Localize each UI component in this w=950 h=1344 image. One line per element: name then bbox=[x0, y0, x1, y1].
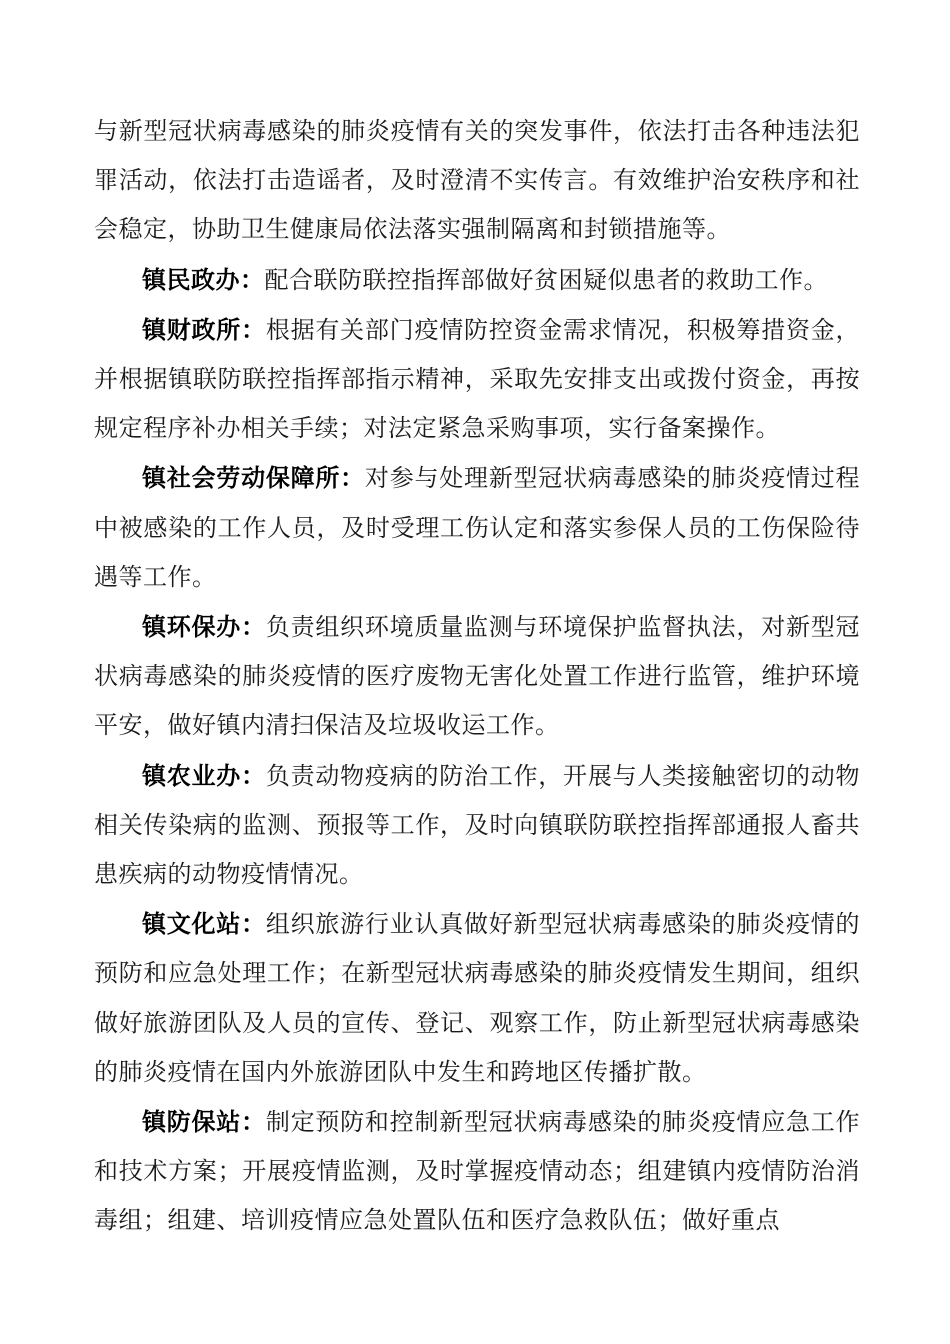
department-label: 镇环保办： bbox=[142, 612, 266, 642]
paragraph-text: 负责动物疫病的防治工作，开展与人类接触密切的动物相关传染病的监测、预报等工作，及时向镇联防联控指挥部通报人畜共患疾病的动物疫情情况。 bbox=[94, 761, 861, 889]
department-label: 镇文化站： bbox=[142, 909, 266, 939]
paragraph-text: 配合联防联控指挥部做好贫困疑似患者的救助工作。 bbox=[264, 265, 828, 294]
department-label: 镇民政办： bbox=[142, 264, 265, 294]
paragraph-agriculture bbox=[94, 751, 860, 900]
paragraph-civil-affairs bbox=[94, 255, 860, 305]
paragraph-finance bbox=[94, 305, 860, 454]
paragraph-environment bbox=[94, 602, 860, 751]
paragraph-text: 对参与处理新型冠状病毒感染的肺炎疫情过程中被感染的工作人员，及时受理工伤认定和落实参保人员的工伤保险待遇等工作。 bbox=[94, 464, 861, 591]
department-label: 镇社会劳动保障所： bbox=[142, 463, 365, 493]
paragraph-text: 根据有关部门疫情防控资金需求情况，积极筹措资金，并根据镇联防联控指挥部指示精神，采取先安排支出或拨付资金，再按规定程序补办相关手续；对法定紧急采购事项，实行备案操作。 bbox=[94, 315, 861, 443]
paragraph-text: 组织旅游行业认真做好新型冠状病毒感染的肺炎疫情的预防和应急处理工作；在新型冠状病毒感染的肺炎疫情发生期间，组织做好旅游团队及人员的宣传、登记、观察工作，防止新型冠状病毒感染的肺炎疫情在国内外旅游团队中发生和跨地区传播扩散。 bbox=[94, 910, 861, 1086]
paragraph-text: 与新型冠状病毒感染的肺炎疫情有关的突发事件，依法打击各种违法犯罪活动，依法打击造谣者，及时澄清不实传言。有效维护治安秩序和社会稳定，协助卫生健康局依法落实强制隔离和封锁措施等。 bbox=[94, 117, 860, 244]
paragraph-continuation bbox=[94, 107, 860, 255]
document-body bbox=[94, 107, 860, 1246]
paragraph-labor-security bbox=[94, 453, 860, 602]
department-label: 镇农业办： bbox=[142, 760, 266, 790]
paragraph-culture bbox=[94, 899, 860, 1097]
department-label: 镇财政所： bbox=[142, 314, 266, 344]
paragraph-text: 制定预防和控制新型冠状病毒感染的肺炎疫情应急工作和技术方案；开展疫情监测，及时掌握疫情动态；组建镇内疫情防治消毒组；组建、培训疫情应急处置队伍和医疗急救队伍；做好重点 bbox=[94, 1108, 861, 1235]
paragraph-text: 负责组织环境质量监测与环境保护监督执法，对新型冠状病毒感染的肺炎疫情的医疗废物无害化处置工作进行监管，维护环境平安，做好镇内清扫保洁及垃圾收运工作。 bbox=[94, 613, 861, 740]
paragraph-epidemic-prevention bbox=[94, 1097, 860, 1246]
department-label: 镇防保站： bbox=[142, 1107, 266, 1137]
